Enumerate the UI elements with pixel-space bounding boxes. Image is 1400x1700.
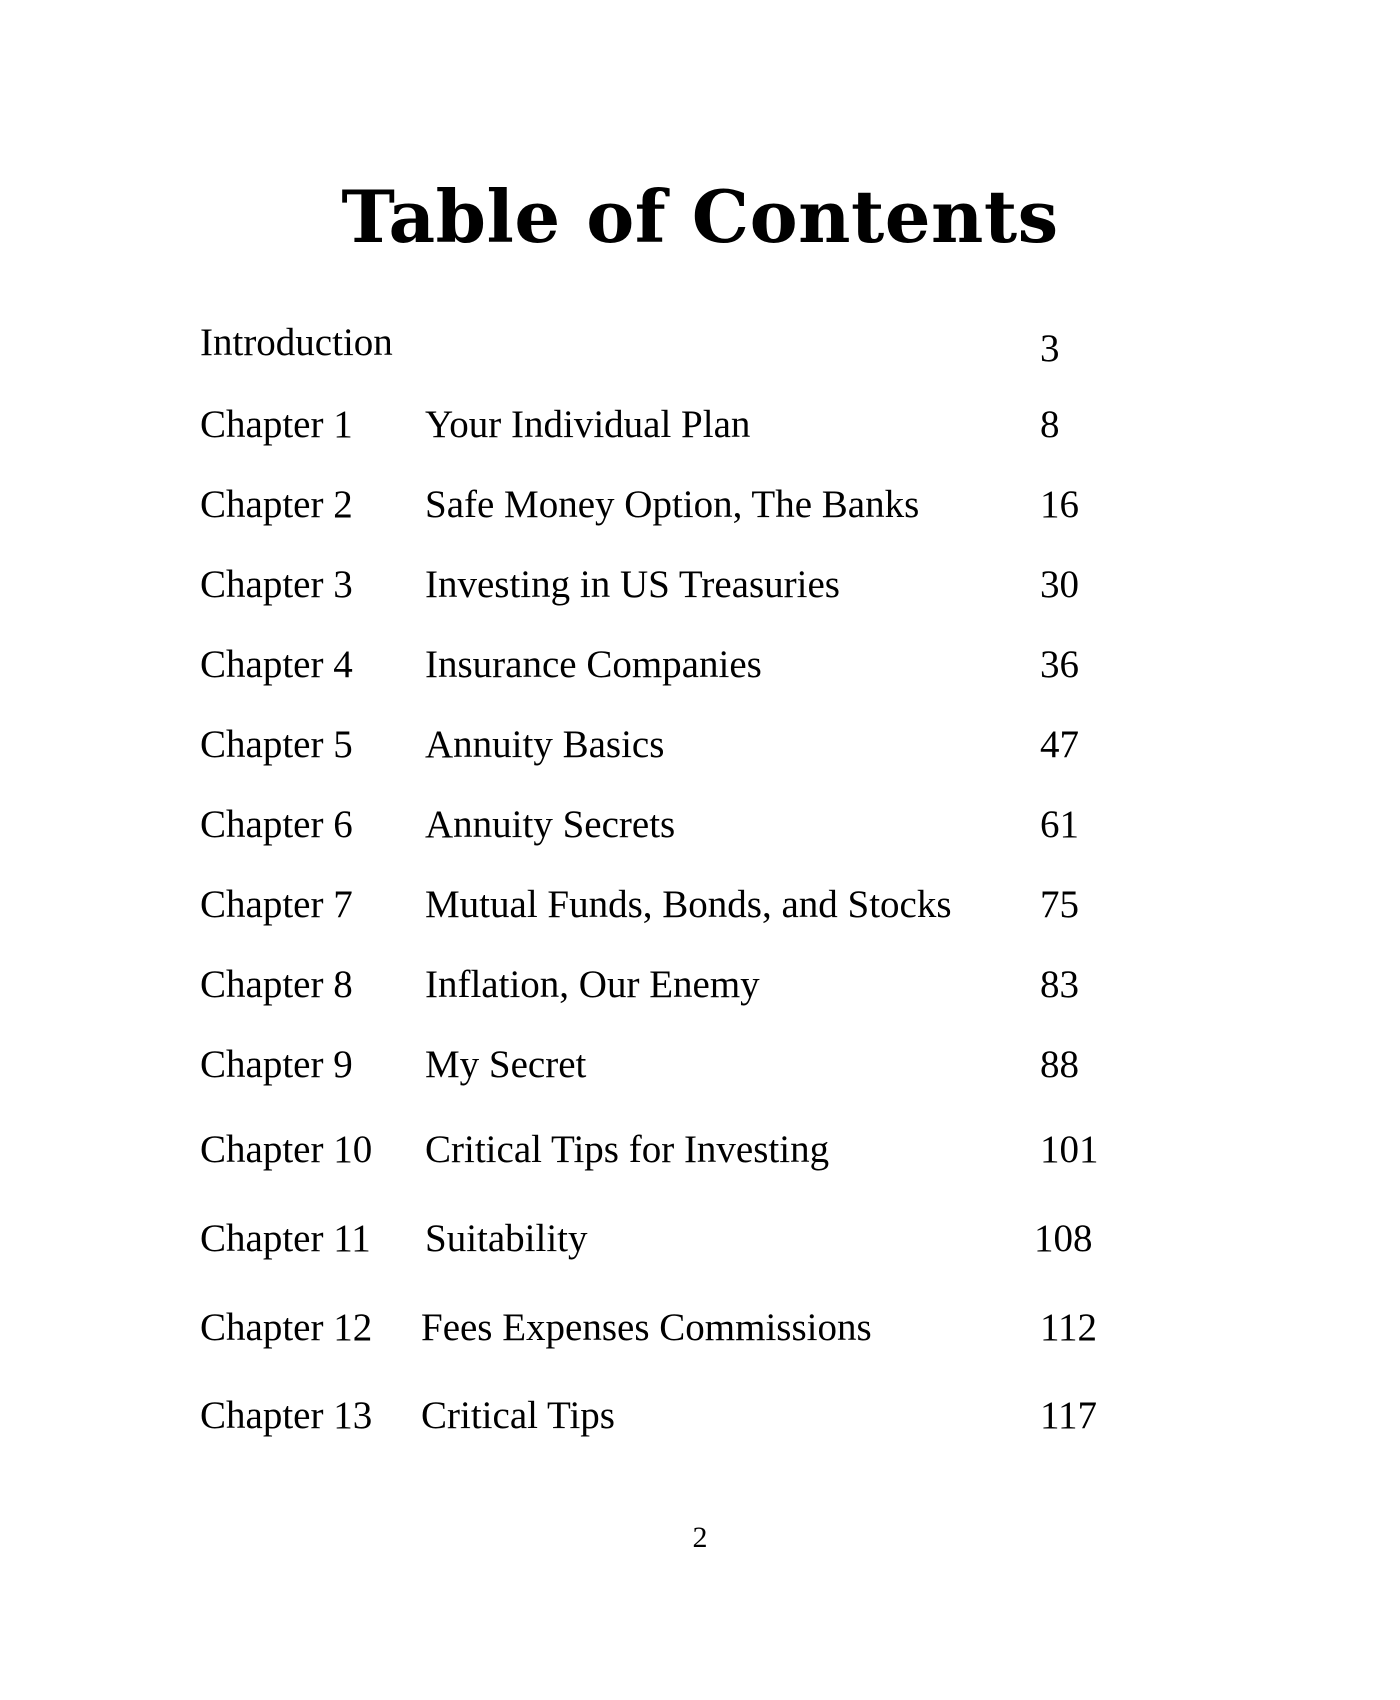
toc-entry-introduction (0, 318, 1400, 368)
toc-entry-chapter-3 (0, 560, 1400, 610)
toc-entry-label: Chapter 8 (200, 963, 353, 1006)
toc-entry-label: Chapter 4 (200, 643, 353, 686)
toc-entry-page: 108 (1034, 1217, 1093, 1260)
toc-entry-label: Chapter 5 (200, 723, 353, 766)
toc-entry-chapter-4 (0, 640, 1400, 690)
toc-entry-chapter-5 (0, 720, 1400, 770)
toc-entry-page: 30 (1040, 563, 1079, 606)
toc-entry-label: Chapter 11 (200, 1217, 371, 1260)
page-number: 2 (692, 1521, 708, 1554)
toc-entry-label: Chapter 1 (200, 403, 353, 446)
toc-entry-chapter-8 (0, 960, 1400, 1010)
toc-entry-title: Safe Money Option, The Banks (425, 483, 920, 526)
toc-entry-label: Introduction (200, 321, 393, 364)
toc-entry-chapter-12 (0, 1303, 1400, 1353)
toc-entry-chapter-1 (0, 400, 1400, 450)
toc-entry-title: Fees Expenses Commissions (421, 1306, 872, 1349)
toc-entry-page: 88 (1040, 1043, 1079, 1086)
toc-entry-title: Your Individual Plan (425, 403, 751, 446)
toc-entry-chapter-13 (0, 1391, 1400, 1441)
toc-entry-label: Chapter 9 (200, 1043, 353, 1086)
toc-entry-page: 36 (1040, 643, 1079, 686)
toc-entry-page: 16 (1040, 483, 1079, 526)
toc-entry-title: Suitability (425, 1217, 588, 1260)
toc-entry-label: Chapter 6 (200, 803, 353, 846)
toc-entry-page: 47 (1040, 723, 1079, 766)
toc-entry-page: 83 (1040, 963, 1079, 1006)
toc-entry-title: Annuity Basics (425, 723, 665, 766)
toc-entry-label: Chapter 7 (200, 883, 353, 926)
toc-entry-page: 117 (1040, 1394, 1098, 1437)
toc-entry-page: 8 (1040, 403, 1060, 446)
toc-entry-title: Mutual Funds, Bonds, and Stocks (425, 883, 952, 926)
toc-entry-title: Investing in US Treasuries (425, 563, 840, 606)
toc-entry-title: My Secret (425, 1043, 587, 1086)
toc-entry-chapter-11 (0, 1214, 1400, 1264)
toc-entry-chapter-7 (0, 880, 1400, 930)
toc-entry-chapter-2 (0, 480, 1400, 530)
toc-entry-title: Critical Tips (421, 1394, 615, 1437)
toc-entry-page: 3 (1040, 327, 1060, 370)
toc-entry-page: 101 (1040, 1128, 1099, 1171)
toc-entry-chapter-10 (0, 1125, 1400, 1175)
toc-entry-title: Inflation, Our Enemy (425, 963, 760, 1006)
toc-entry-label: Chapter 12 (200, 1306, 373, 1349)
toc-entry-page: 75 (1040, 883, 1079, 926)
toc-entry-title: Annuity Secrets (425, 803, 676, 846)
toc-entry-chapter-6 (0, 800, 1400, 850)
toc-entry-label: Chapter 13 (200, 1394, 373, 1437)
toc-entry-label: Chapter 10 (200, 1128, 373, 1171)
toc-entry-label: Chapter 3 (200, 563, 353, 606)
toc-entry-chapter-9 (0, 1040, 1400, 1090)
toc-entry-title: Critical Tips for Investing (425, 1128, 830, 1171)
toc-entry-label: Chapter 2 (200, 483, 353, 526)
toc-entry-title: Insurance Companies (425, 643, 762, 686)
toc-entry-page: 112 (1040, 1306, 1098, 1349)
toc-entry-page: 61 (1040, 803, 1079, 846)
page-title: Table of Contents (341, 174, 1059, 259)
